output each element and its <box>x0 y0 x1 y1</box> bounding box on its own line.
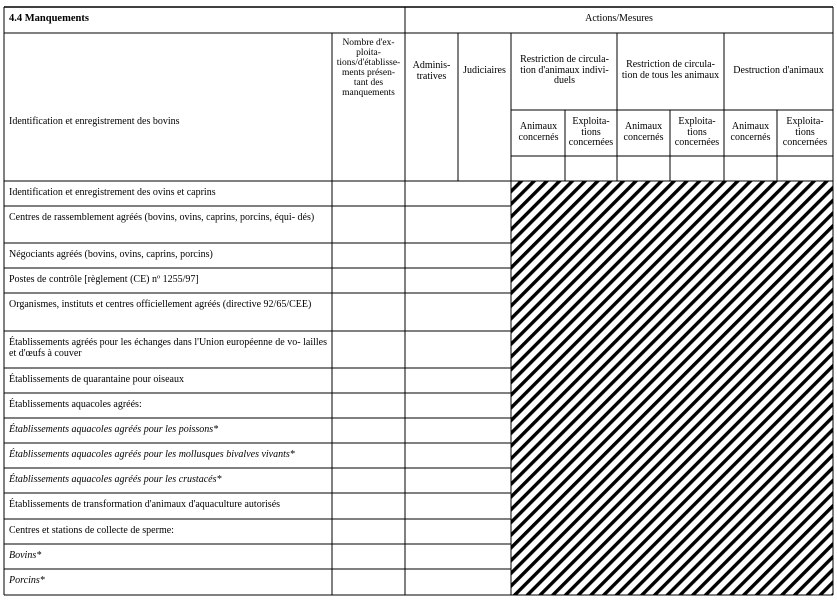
row-label: Établissements aquacoles agréés: <box>9 399 142 410</box>
row-label: Centres de rassemblement agréés (bovins, ovins, caprins, porcins, équi- dés) <box>9 212 315 223</box>
row-label: Postes de contrôle [règlement (CE) nº 1255/97] <box>9 274 199 285</box>
row-label: Identification et enregistrement des bovins <box>9 116 180 127</box>
col-header-destruction: Destruction d'animaux <box>733 65 824 76</box>
row-label: Établissements de transformation d'animaux d'aquaculture autorisés <box>9 499 281 510</box>
row-label: Établissements aquacoles agréés pour les mollusques bivalves vivants* <box>9 449 295 460</box>
sub-header-farms-1: Exploita- tions concernées <box>568 116 614 148</box>
row-label: Identification et enregistrement des ovins et caprins <box>9 187 216 198</box>
row-label: Négociants agréés (bovins, ovins, caprins, porcins) <box>9 249 213 260</box>
row-label: Centres et stations de collecte de sperme: <box>9 525 174 536</box>
row-label: Organismes, instituts et centres officiellement agréés (directive 92/65/CEE) <box>9 299 312 310</box>
section-title: 4.4 Manquements <box>9 13 89 24</box>
sub-header-farms-2: Exploita- tions concernées <box>674 116 720 148</box>
row-label: Bovins* <box>9 550 42 561</box>
actions-title: Actions/Mesures <box>585 13 653 24</box>
sub-header-farms-3: Exploita- tions concernées <box>782 116 828 148</box>
col-header-judicial: Judiciaires <box>463 65 506 76</box>
col-header-restriction-individual: Restriction de circula- tion d'animaux indivi- duels <box>520 54 609 86</box>
row-label: Établissements de quarantaine pour oiseaux <box>9 374 184 385</box>
sub-header-animals-1: Animaux concernés <box>518 121 559 143</box>
row-label: Porcins* <box>9 575 45 586</box>
row-label: Établissements aquacoles agréés pour les crustacés* <box>9 474 222 485</box>
col-header-restriction-all: Restriction de circula- tion de tous les animaux <box>621 59 720 81</box>
row-label: Établissements aquacoles agréés pour les poissons* <box>9 424 219 435</box>
hatched-area <box>511 181 833 595</box>
col-header-count: Nombre d'ex- ploita- tions/d'établisse- ments présen- tant des manquements <box>336 38 401 98</box>
sub-header-animals-2: Animaux concernés <box>623 121 664 143</box>
col-header-administrative: Adminis- tratives <box>412 60 451 82</box>
row-label: Établissements agréés pour les échanges dans l'Union européenne de vo- lailles et d'œufs à couver <box>9 337 327 359</box>
sub-header-animals-3: Animaux concernés <box>730 121 771 143</box>
